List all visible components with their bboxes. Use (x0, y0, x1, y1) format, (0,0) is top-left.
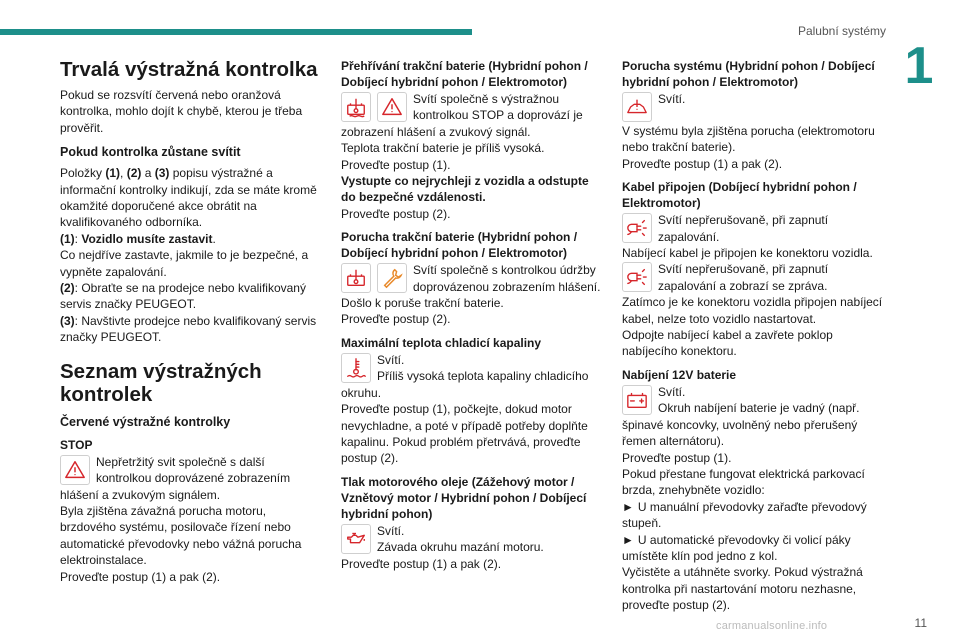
coolant-temperature-icon (341, 353, 371, 383)
paragraph-items: Položky (1), (2) a (3) popisu výstražné a informační kontrolky indikují, zda se máte kromě okamžité doporučené akce obrátit na kvalifikovaného odborníka. (60, 166, 317, 230)
v12-clean-terminals: Vyčistěte a utáhněte svorky. Pokud výstražná kontrolka při nastartování motoru nezhasne, proveďte postup (2). (622, 565, 863, 613)
oil-action: Proveďte postup (1) a pak (2). (341, 556, 502, 571)
v12-action: Proveďte postup (1). (622, 450, 732, 465)
heading-cable-connected: Kabel připojen (Dobíjecí hybridní pohon / Elektromotor) (622, 180, 857, 211)
column-right (622, 58, 888, 614)
v12-status: Svítí. (658, 384, 686, 399)
chapter-number: 1 (904, 37, 934, 95)
charging-plug-icon (622, 262, 652, 292)
cable-2-status: Svítí nepřerušovaně, při zapnutí zapalování a zobrazí se zpráva. (658, 262, 829, 293)
arrow-bullet-icon: ► (622, 499, 634, 514)
v12-bullet-automatic: ► U automatické převodovky či volicí páky umístěte klín pod jedno z kol. (622, 532, 851, 563)
heading-oil-pressure: Tlak motorového oleje (Zážehový motor / Vznětový motor / Hybridní pohon / Dobíjecí hybridní pohon) (341, 474, 587, 521)
v12-cause: Okruh nabíjení baterie je vadný (např. špinavé koncovky, uvolněný nebo přerušený řemen alternátoru). (622, 401, 860, 449)
heading-red-warnings: Červené výstražné kontrolky (60, 414, 231, 429)
cable-1-status: Svítí nepřerušovaně, při zapnutí zapalování. (658, 213, 829, 244)
system-status: Svítí. (658, 92, 686, 106)
heading-permanent-warning: Trvalá výstražná kontrolka (60, 58, 318, 81)
cable-1-cause: Nabíjecí kabel je připojen ke konektoru vozidla. (622, 246, 873, 261)
system-action: Proveďte postup (1) a pak (2). (622, 156, 783, 171)
page-number: 11 (914, 616, 927, 630)
cable-entry-2 (622, 261, 888, 294)
fault-description: Svítí společně s kontrolkou údržby doprovázenou zobrazením hlášení. (413, 263, 601, 294)
step-2: (2): Obraťte se na prodejce nebo kvalifikovaný servis značky PEUGEOT. (60, 281, 306, 312)
battery-12v-icon (622, 385, 652, 415)
stop-description: Nepřetržitý svit společně s další kontrolkou doprovázené zobrazením hlášení a zvukovým signálem. (60, 454, 291, 502)
column-middle (341, 58, 603, 572)
fault-entry (341, 262, 603, 295)
system-cause: V systému byla zjištěna porucha (elektromotoru nebo trakční baterie). (622, 124, 875, 155)
v12-bullet-manual: ► U manuální převodovky zařaďte převodový stupeň. (622, 499, 867, 531)
arrow-bullet-icon: ► (622, 532, 634, 547)
heading-system-fault: Porucha systému (Hybridní pohon / Dobíjecí hybridní pohon / Elektromotor) (622, 59, 875, 89)
header-accent-bar (0, 29, 472, 35)
watermark: carmanualsonline.info (716, 620, 828, 632)
stop-detail: Byla zjištěna závažná porucha motoru, brzdového systému, posilovače řízení nebo automatické převodovky nebo vážná porucha elektroinstalace. (60, 503, 302, 568)
overheat-action-1: Proveďte postup (1). (341, 157, 451, 172)
oil-status: Svítí. (377, 523, 405, 538)
heading-battery-fault: Porucha trakční baterie (Hybridní pohon / Dobíjecí hybridní pohon / Elektromotor) (341, 230, 578, 261)
charging-plug-icon (622, 213, 652, 243)
overheat-entry (341, 91, 603, 140)
cable-2-action: Odpojte nabíjecí kabel a zavřete poklop nabíjecího konektoru. (622, 328, 833, 359)
stop-action: Proveďte postup (1) a pak (2). (60, 569, 221, 584)
coolant-action: Proveďte postup (1), počkejte, dokud motor nevychladne, a poté v případě potřeby doplňte kapalinu. Pokud problém přetrvává, proveďte postup (2). (341, 402, 588, 466)
heading-coolant-temperature: Maximální teplota chladicí kapaliny (341, 335, 542, 350)
system-entry (622, 91, 888, 123)
paragraph-permanent: Pokud se rozsvítí červená nebo oranžová kontrolka, mohlo dojít k chybě, kterou je třeba prověřit. (60, 88, 303, 135)
oil-entry (341, 523, 603, 556)
heading-battery-overheat: Přehřívání trakční baterie (Hybridní pohon / Dobíjecí hybridní pohon / Elektromotor) (341, 59, 588, 89)
coolant-cause: Příliš vysoká teplota kapaliny chladicího okruhu. (341, 369, 589, 400)
fault-action: Proveďte postup (2). (341, 312, 451, 327)
cable-2-cause: Zatímco je ke konektoru vozidla připojen nabíjecí kabel, nelze toto vozidlo nastartovat. (622, 295, 883, 326)
overheat-action-2: Proveďte postup (2). (341, 206, 451, 221)
overheat-cause: Teplota trakční baterie je příliš vysoká. (341, 141, 545, 156)
system-fault-icon (622, 92, 652, 122)
coolant-entry (341, 352, 603, 401)
heading-12v-charging: Nabíjení 12V baterie (622, 367, 737, 382)
stop-title: STOP (60, 437, 93, 452)
heading-stays-on: Pokud kontrolka zůstane svítit (60, 145, 241, 160)
column-left (60, 56, 322, 585)
section-title: Palubní systémy (797, 24, 886, 38)
v12-parking-brake: Pokud přestane fungovat elektrická parkovací brzda, znehybněte vozidlo: (622, 466, 865, 498)
step-3: (3): Navštivte prodejce nebo kvalifikovaný servis značky PEUGEOT. (60, 313, 317, 345)
overheat-description: Svítí společně s výstražnou kontrolkou STOP a doprovází je zobrazení hlášení a zvukový signál. (341, 92, 583, 139)
stop-entry (60, 454, 322, 503)
coolant-status: Svítí. (377, 352, 405, 367)
battery-fault-icon (341, 263, 371, 293)
stop-warning-icon (60, 455, 90, 485)
oil-can-icon (341, 524, 371, 554)
stop-warning-icon (377, 92, 407, 122)
cable-entry-1 (622, 212, 888, 245)
fault-cause: Došlo k poruše trakční baterie. (341, 296, 504, 311)
v12-entry (622, 384, 888, 450)
overheat-evacuate: Vystupte co nejrychleji z vozidla a odstupte do bezpečné vzdálenosti. (341, 174, 589, 205)
battery-temperature-icon (341, 92, 371, 122)
wrench-icon (377, 263, 407, 293)
step-1: (1): Vozidlo musíte zastavit. (60, 231, 216, 246)
heading-warning-list: Seznam výstražných kontrolek (60, 359, 262, 406)
step-1-text: Co nejdříve zastavte, jakmile to je bezpečné, a vypněte zapalování. (60, 248, 309, 279)
oil-cause: Závada okruhu mazání motoru. (377, 540, 544, 555)
